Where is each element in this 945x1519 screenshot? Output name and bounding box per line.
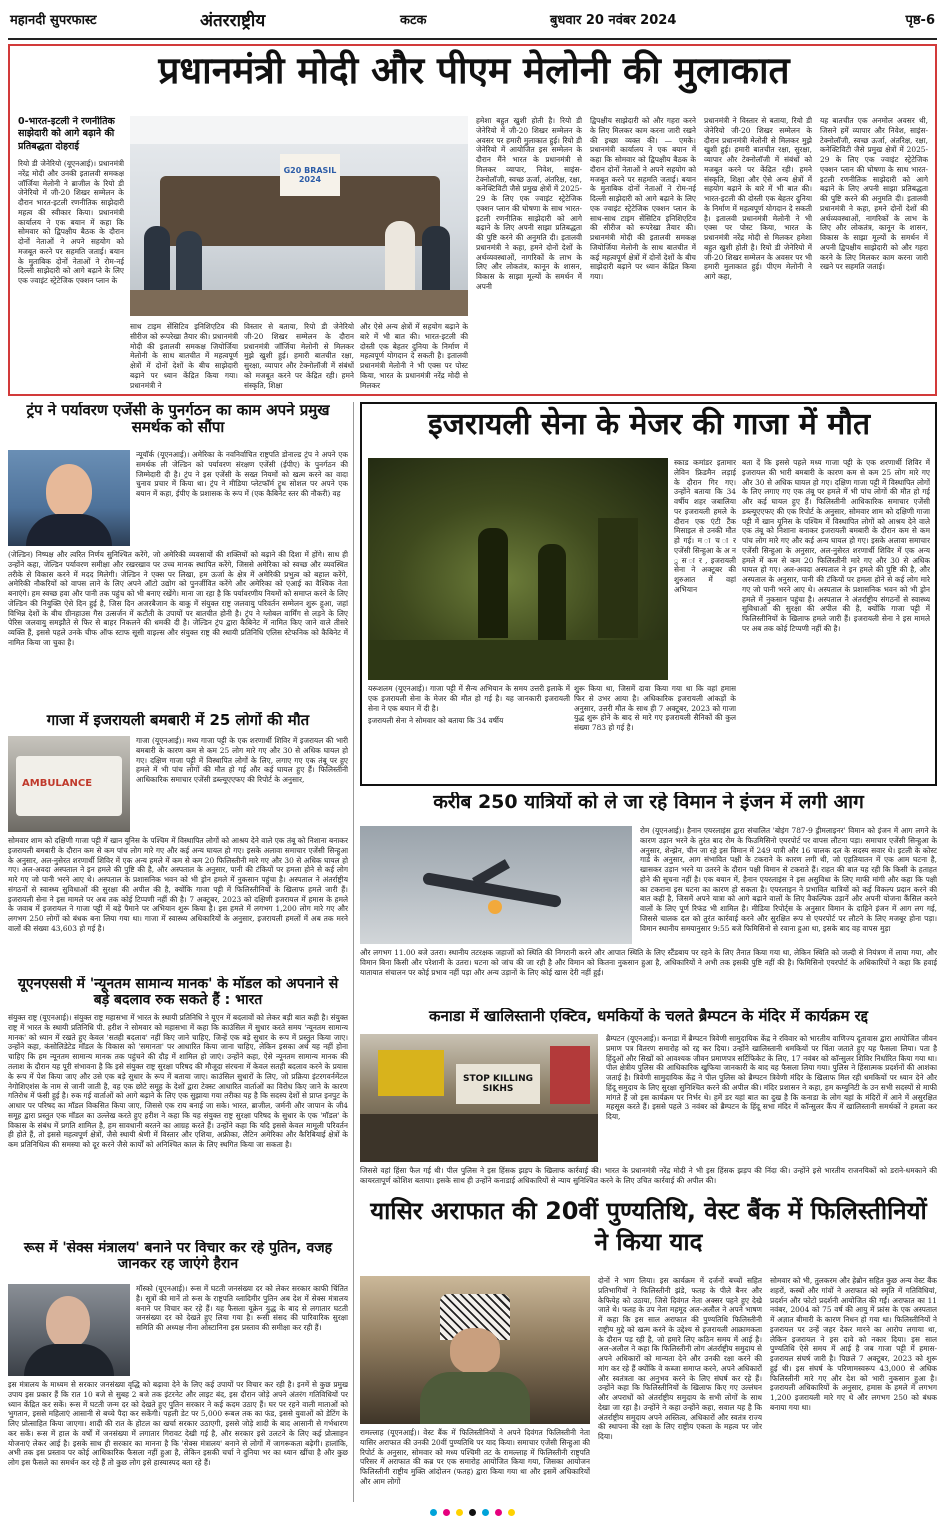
lead-story <box>8 44 937 396</box>
lead-col-2: साथ टाइम सेंसिटिव इनिशिएटिव की सीरीज को रूपरेखा तैयार की। प्रधानमंत्री मोदी की इतालवी समकक्ष जियोर्जिया मेलोनी के साथ बातचीत में महत्वपूर्ण क्षेत्रों में दोनों देशों के बीच साझेदारी बढ़ाने पर ध्यान केंद्रित किया गया। प्रधानमंत्री ने <box>130 322 238 390</box>
edition-city: कटक <box>400 13 427 28</box>
trump-body: (जेल्डिन) निष्पक्ष और त्वरित निर्णय सुनिश्चित करेंगे, जो अमेरिकी व्यवसायों की शक्तियों को बढ़ाने की दिशा में होंगे। साथ ही उन्होंने कहा, जेल्डिन पर्यावरण समीक्षा और रखरखाव पर उच्च मानक स्थापित करेंगे, जिससे अमेरिका को स्वच्छ और व्यवस्थित तरीके से विकास करने में मदद मिलेगी। जेल्डिन ने एक्स पर लिखा, हम ऊर्जा के क्षेत्र में अमेरिकी प्रभुत्व को बहाल करेंगे, अमेरिकी नौकरियों को वापस लाने के लिए अपने ऑटो उद्योग को पुनर्जीवित करेंगे और अमेरिका को एआई का वैश्विक नेता बनाएंगे। हम स्वच्छ हवा और पानी तक पहुंच को भी बनाए रखेंगे। माना जा रहा है कि पर्यावरणीय नियमों को समाप्त करने के लिए जेल्डिन की नियुक्ति ऐसे दिन हुई है, जिस दिन अजरबैजान के बाकू में संयुक्त राष्ट्र जलवायु परिवर्तन सम्मेलन शुरू हुआ, जहां विभिन्न देशों के बीच ग्रीनहाउस गैस उत्सर्जन में कटौती के उपायों पर बातचीत होनी है। ट्रंप ने ग्लोबल वार्मिंग से लड़ने के लिए पेरिस जलवायु समझौते से फिर से बाहर निकलने की धमकी दी है। जेल्डिन ट्रंप द्वारा कैबिनेट में नामित किए जाने वाले तीसरे व्यक्ति हैं, इससे पहले उनके चीफ ऑफ स्टाफ सूसी वाइल्स और संयुक्त राष्ट्र की स्थायी प्रतिनिधि एलिस स्टेफनिक को कैबिनेट में नामित किया जा चुका है। <box>8 550 348 647</box>
arafat-story <box>360 1196 937 1502</box>
canada-body-side: ब्रैम्पटन (यूएनआई)। कनाडा में ब्रैम्पटन त्रिवेणी सामुदायिक केंद्र ने रविवार को भारतीय वाणिज्य दूतावास द्वारा आयोजित जीवन प्रमाण पत्र वितरण समारोह को रद्द कर दिया। उन्होंने खालिस्तानी धमकियों पर चिंता जताते हुए यह फैसला लिया। पता है हिंदुओं और सिखों को आवश्यक जीवन प्रमाणपत्र सर्टिफिकेट के लिए, 17 नवंबर को कॉन्सुलर शिविर निर्धारित किया गया था। पील क्षेत्रीय पुलिस की आधिकारिक खुफिया जानकारी के बाद यह फैसला लिया गया। पुलिस ने हिंसात्मक प्रदर्शनों की आशंका जताई है। त्रिवेणी सामुदायिक केंद्र ने पील पुलिस को ब्रैम्पटन त्रिवेणी मंदिर के खिलाफ मिल रही धमकियों पर ध्यान देने और हिंदू समुदाय के लिए सुरक्षा सुनिश्चित करने की अपील की। मंदिर प्रशासन ने कहा, हम कम्युनिटी के उन सभी सदस्यों से माफी मांगते हैं जो इस कार्यक्रम पर निर्भर थे। हमें डर यहां बात का दुख है कि कनाडा के लोग यहां के मंदिरों में आने में असुरक्षित महसूस करते हैं। इससे पहले 3 नवंबर को ब्रैम्पटन के हिंदू सभा मंदिर में कॉन्सुलर कैंप में खालिस्तानी समर्थकों ने हमला कर दिया, <box>606 1034 937 1122</box>
un-story <box>8 976 348 1238</box>
lead-kicker: 0-भारत-इटली ने रणनीतिक साझेदारी को आगे बढ़ाने की प्रतिबद्धता दोहराई <box>18 116 115 152</box>
trump-body-side: न्यूयॉर्क (यूएनआई)। अमेरिका के नवनिर्वाचित राष्ट्रपति डोनाल्ड ट्रंप ने अपने एक समर्थक ली जेल्डिन को पर्यावरण संरक्षण एजेंसी (ईपीए) के पुनर्गठन की जिम्मेदारी दी है। ट्रंप ने इस एजेंसी के सख्त नियमों को खत्म करने का वादा चुनाव प्रचार में किया था। ट्रंप ने मीडिया प्लेटफॉर्म ट्रूथ सोशल पर अपने एक बयान में कहा, ईपीए के प्रशासक के रूप में (एक कैबिनेट स्तर की नौकरी) वह <box>136 450 348 499</box>
israel-body-right: बता दें कि इससे पहले मध्य गाजा पट्टी के एक शरणार्थी शिविर में इजरायल की भारी बमबारी के कारण कम से कम 25 लोग मारे गए और 30 से अधिक घायल हो गए। दक्षिण गाजा पट्टी में विस्थापित लोगों के लिए लगाए गए एक तंबू पर हमले में भी पांच लोगों की मौत हो गई और कई घायल हुए हैं। फिलिस्तीनी आधिकारिक समाचार एजेंसी डब्ल्यूएएफए की एक रिपोर्ट के अनुसार, सोमवार शाम को दक्षिणी गाजा पट्टी में खान यूनिस के पश्चिम में विस्थापित लोगों को आश्रय देने वाले एक तंबू को निशाना बनाकर इजरायली बमबारी के दौरान कम से कम पांच लोग मारे गए और कई अन्य घायल हो गए। इसके अलावा समाचार एजेंसी सिन्हुआ के अनुसार, अल-नुसेरत शरणार्थी शिविर में एक अन्य हमले में कम से कम 20 फिलिस्तीनी मारे गए और 30 से अधिक घायल हो गए। अल-अवदा अस्पताल ने इन हमले की पुष्टि की है, और अस्पताल के अनुसार, पानी की टंकियों पर हमला होने से कई लोग मारे गए जो पानी भरने आए थे। अस्पताल के प्रशासनिक भवन को भी ड्रोन हमले में नुकसान पहुंचा है। अस्पताल ने अंतर्राष्ट्रीय संगठनों से स्वास्थ्य सुविधाओं की सुरक्षा की अपील की है, क्योंकि गाजा पट्टी में फिलिस्तीनियों के खिलाफ हमले जारी हैं। इजरायली सेना ने इस मामले पर अब तक कोई टिप्पणी नहीं की है। <box>742 458 930 634</box>
canada-story <box>360 1008 937 1192</box>
gaza-strike-body: सोमवार शाम को दक्षिणी गाजा पट्टी में खान यूनिस के पश्चिम में विस्थापित लोगों को आश्रय देने वाले एक तंबू को निशाना बनाकर इजरायली बमबारी के दौरान कम से कम पांच लोग मारे गए और कई अन्य घायल हो गए। इसके अलावा समाचार एजेंसी सिन्हुआ के अनुसार, अल-नुसेरत शरणार्थी शिविर में एक अन्य हमले में कम से कम 20 फिलिस्तीनी मारे गए और 30 से अधिक घायल हो गए। अल-अवदा अस्पताल ने इन हमले की पुष्टि की है, और अस्पताल के अनुसार, पानी की टंकियों पर हमला होने से कई लोग मारे गए जो पानी भरने आए थे। अस्पताल के प्रशासनिक भवन को भी ड्रोन हमले में नुकसान पहुंचा है। अस्पताल ने अंतर्राष्ट्रीय संगठनों से स्वास्थ्य सुविधाओं की सुरक्षा की अपील की है, क्योंकि गाजा पट्टी में फिलिस्तीनियों के खिलाफ हमले जारी हैं। इजरायली सेना ने इस मामले पर अब तक कोई टिप्पणी नहीं की है। 7 अक्टूबर, 2023 को दक्षिणी इजरायल में हमास के हमले के जवाब में इजरायल ने गाजा पट्टी में बड़े पैमाने पर अभियान शुरू किया है। इस हमले में लगभग 1,200 लोग मारे गए और लगभग 250 लोगों को बंधक बना लिया गया था। गाजा में स्वास्थ्य अधिकारियों के अनुसार, इजरायली हमलों में अब तक मरने वालों की संख्या 43,603 हो गई है। <box>8 836 348 933</box>
gaza-strike-body-side: गाजा (यूएनआई)। मध्य गाजा पट्टी के एक शरणार्थी शिविर में इजरायल की भारी बमबारी के कारण कम से कम 25 लोग मारे गए और 30 से अधिक घायल हो गए। दक्षिण गाजा पट्टी में विस्थापित लोगों के लिए, लगाए गए एक तंबू पर हुए हमले में भी पांच लोगों की मौत हो गई और कई घायल हुए हैं। फिलिस्तीनी आधिकारिक समाचार एजेंसी डब्ल्यूएएफए की रिपोर्ट के अनुसार, <box>136 736 348 785</box>
israel-body-narrow: स्काड कमांडर इतामार लेविन फ्रिडमैन लड़ाई के दौरान गिर गए। उन्होंने बताया कि 34 वर्षीय शहर जबालिया पर इजरायली हमले के दौरान एक एंटी टैंक मिसाइल से उनकी मौत हो गई। म ा च ा र एजेंसी सिन्हुआ के अ न ु स ा र , इजरायली सेना ने अक्टूबर की शुरुआत में वहां अभियान <box>674 458 736 594</box>
masthead <box>0 0 945 38</box>
ambulance-photo <box>8 736 130 832</box>
canada-headline: कनाडा में खालिस्तानी एक्टिव, धमकियों के चलते ब्रैम्पटन के मंदिर में कार्यक्रम रद्द <box>428 1008 869 1025</box>
registration-dot <box>482 1509 489 1516</box>
gaza-strike-headline: गाजा में इजरायली बमबारी में 25 लोगों की मौत <box>46 712 310 729</box>
trump-headline: ट्रंप ने पर्यावरण एजेंसी के पुनर्गठन का काम अपने प्रमुख समर्थक को सौंपा <box>26 402 330 437</box>
page-number: पृष्ठ-6 <box>905 13 935 28</box>
putin-body: इस मंत्रालय के माध्यम से सरकार जनसंख्या वृद्धि को बढ़ावा देने के लिए कई उपायों पर विचार कर रही है। इनमें से कुछ प्रमुख उपाय इस प्रकार हैं कि रात 10 बजे से सुबह 2 बजे तक इंटरनेट और लाइट बंद, इस दौरान जोड़े अपने अंतरंग गतिविधियों पर ध्यान केंद्रित कर सकें। रूस में घटती जन्म दर को देखते हुए पुतिन सरकार ने कई कदम उठाए हैं। घर पर रहने वाली माताओं को भुगतान, इससे महिलाएं आसानी से बच्चे पैदा कर सकेंगी। पहली डेट पर 5,000 रूबल तक का फंड, इससे युवाओं को डेटिंग के लिए प्रोत्साहित किया जाएगा। शादी की रात के होटल का खर्चा सरकार उठाएगी, इससे जोड़े शादी के बाद आसानी से गर्भधारण कर सकें। रूस में हाल के वर्षों में जनसंख्या में लगातार गिरावट देखी गई है, और सरकार इसे उलटने के लिए कई प्रोत्साहन योजनाएं लेकर आई है। इसके साथ ही सरकार का मानना है कि 'सेक्स मंत्रालय' बनाने से लोगों में जागरूकता बढ़ेगी। हालांकि, अभी तक इस प्रस्ताव पर कोई आधिकारिक फैसला नहीं हुआ है, लेकिन इसकी चर्चा ने दुनिया भर का ध्यान खींचा है और कुछ लोग इस फैसले का समर्थन कर रहे हैं तो कुछ लोग इसे हास्यास्पद बता रहे हैं। <box>8 1380 348 1468</box>
plane-photo <box>360 826 632 944</box>
trump-story <box>8 402 348 710</box>
lead-col-1 <box>18 116 124 386</box>
putin-headline: रूस में 'सेक्स मंत्रालय' बनाने पर विचार कर रहे पुतिन, वजह जानकर रह जाएंगे हैरान <box>23 1240 333 1273</box>
lead-col-6: द्विपक्षीय साझेदारी को और गहरा करने के लिए मिलकर काम करना जारी रखने की इच्छा व्यक्त की। — एमके। प्रधानमंत्री कार्यालय ने एक बयान में कहा कि सोमवार को द्विपक्षीय बैठक के दौरान दोनों नेताओं ने अपने सहयोग को मजबूत करने पर सहमति जताई। बयान के मुताबिक दोनों नेताओं ने रोम-नई दिल्ली साझेदारी को आगे बढ़ाने के लिए एक ज्वाइंट स्ट्रेटेजिक एक्शन प्लान के साथ-साथ टाइम सेंसिटिव इनिशिएटिव की सीरीज को रूपरेखा तैयार की। प्रधानमंत्री मोदी की इतालवी समकक्ष जियोर्जिया मेलोनी के साथ बातचीत में कई महत्वपूर्ण क्षेत्रों में दोनों देशों के बीच साझेदारी बढ़ाने पर ध्यान केंद्रित किया गया। <box>590 116 696 282</box>
ambulance-label: AMBULANCE <box>22 778 93 789</box>
registration-marks <box>0 1506 945 1518</box>
lead-col-8: यह बातचीत एक अनमोल अवसर थी, जिसने हमें व्यापार और निवेश, साइंस-टेक्नोलॉजी, स्वच्छ ऊर्जा, अंतरिक्ष, रक्षा, कनेक्टिविटी जैसे प्रमुख क्षेत्रों में 2025-29 के लिए एक ज्वाइंट स्ट्रेटेजिक एक्शन प्लान की घोषणा के साथ भारत-इटली रणनीतिक साझेदारी को आगे बढ़ाने के लिए अपनी साझा प्रतिबद्धता की पुष्टि करने की अनुमति दी। इतालवी प्रधानमंत्री ने कहा, हमने दोनों देशों की अर्थव्यवस्थाओं, नागरिकों के लाभ के लिए और लोकतंत्र, कानून के शासन, विकास के साझा मूल्यों के समर्थन में अपनी द्विपक्षीय साझेदारी को और गहरा करने के लिए मिलकर काम करना जारी रखने पर सहमति जताई। <box>820 116 928 272</box>
registration-dot <box>456 1509 463 1516</box>
registration-dot <box>495 1509 502 1516</box>
arafat-body-2: सोमवार को भी, तुलकरम और हेब्रोन सहित कुछ अन्य वेस्ट बैंक शहरों, कस्बों और गांवों ने अराफात को स्मृति में गतिविधियां, प्रदर्शन और फोटो प्रदर्शनी आयोजित की गईं। अराफात का 11 नवंबर, 2004 को 75 वर्ष की आयु में फ्रांस के एक अस्पताल में अज्ञात बीमारी के कारण निधन हो गया था। फिलिस्तीनियों ने इजरायल पर उन्हें जहर देकर मारने का आरोप लगाया था, लेकिन इजरायल ने इस दावे को नकार दिया। इस साल पुण्यतिथि ऐसे समय में आई है जब गाजा पट्टी में हमास-इजरायल संघर्ष जारी है। पिछले 7 अक्टूबर, 2023 को शुरू हुई थी। इस संघर्ष के परिणामस्वरूप 43,000 से अधिक फिलिस्तीनी मारे गए और देश को भारी नुकसान हुआ है। इजरायली अधिकारियों के अनुसार, हमास के हमले में लगभग 1,200 इजरायली मारे गए थे और लगभग 250 को बंधक बनाया गया था। <box>770 1276 937 1412</box>
arafat-body-under: रामल्लाह (यूएनआई)। वेस्ट बैंक में फिलिस्तीनियों ने अपने दिवंगत फिलिस्तीनी नेता यासिर अराफात की उनकी 20वीं पुण्यतिथि पर याद किया। समाचार एजेंसी सिन्हुआ की रिपोर्ट के अनुसार, सोमवार को मध्य पश्चिमी तट के रामल्लाह में फिलिस्तीनी राष्ट्रपति परिसर में अराफात की कब्र पर एक समारोह आयोजित किया गया, जिसका आयोजन फिलिस्तीनी राष्ट्रीय मुक्ति आंदोलन (फतह) द्वारा किया गया था और इसमें अधिकारियों और आम लोगों <box>360 1428 590 1486</box>
arafat-body-1: दोनों ने भाग लिया। इस कार्यक्रम में दर्जनों बच्चों सहित प्रतिभागियों ने फिलिस्तीनी झंडे, फतह के पीले बैनर और केफियेह को उठाया, जिसे दिवंगत नेता अक्सर पहने हुए देखे जाते थे। फतह के उप नेता महमूद अल-अलौल ने अपने भाषण में कहा कि इस साल अराफात की पुण्यतिथि फिलिस्तीनी राष्ट्रीय मुद्दे को खत्म करने के उद्देश्य से इजरायली आक्रामकता के दौरान पड़ रही है, जो हमारे लिए कठिन समय में आई है। अल-अलौल ने कहा कि फिलिस्तीनी लोग अंतर्राष्ट्रीय समुदाय से अपने अधिकारों को मान्यता देने और उनकी रक्षा करने की मांग कर रहे हैं क्योंकि वे कब्जा समाप्त करने, अपने अधिकारों और स्वतंत्रता का अनुभव करने के लिए संघर्ष कर रहे हैं। उन्होंने कहा कि फिलिस्तीनियों के खिलाफ किए गए उल्लंघन और अपराधों को अंतर्राष्ट्रीय समुदाय के सभी लोगों के साथ देखा जा रहा है। उन्होंने ने कहा उन्होंने कहा, सवाल यह है कि अंतर्राष्ट्रीय समुदाय अपने अस्तित्व, अधिकारों और स्वतंत्र राज्य की स्थापना की रक्षा के लिए राष्ट्रीय एकता के महत्व पर जोर दिया। <box>598 1276 762 1442</box>
zeldin-photo <box>8 450 130 546</box>
israel-story <box>360 402 937 786</box>
masthead-rule <box>8 38 937 40</box>
un-body: संयुक्त राष्ट्र (यूएनआई)। संयुक्त राष्ट्र महासभा में भारत के स्थायी प्रतिनिधि ने यूएन में बदलावों को लेकर बड़ी बात कही है। संयुक्त राष्ट्र में भारत के स्थायी प्रतिनिधि पी. हरीश ने सोमवार को महासभा में कहा कि काउंसिल में सुधार करते समय 'न्यूनतम सामान्य मानक' को ध्यान में रखते हुए केवल 'सतही बदलाव' नहीं किए जाने चाहिए, जिन्हें एक बड़े सुधार के रूप में प्रस्तुत किया जाए। उन्होंने कहा, कंसोलिडेटेड मॉडल के विकास को 'समानता' पर आधारित किया जाना चाहिए, लेकिन इसका अर्थ यह नहीं होना चाहिए कि हम न्यूनतम सामान्य मानक तक पहुंचने की दौड़ में शामिल हो जाएं। उन्होंने कहा, ऐसे न्यूनतम सामान्य मानक की तलाश के दौरान यह पूरी संभावना है कि इसे संयुक्त राष्ट्र सुरक्षा परिषद की मौजूदा संरचना में केवल सतही बदलाव करने के प्रयास के रूप में पेश किया जाए और उसे एक बड़े सुधार के रूप में बताया जाए। काउंसिल सुधारों के लिए, जो प्रक्रिया इंटरगवर्नमेंटल नेगोशिएशंस के नाम से जानी जाती है, वह एक छोटे समूह के देशों द्वारा टेक्स्ट आधारित वार्ताओं का विरोध किए जाने के कारण गतिरोध में फंसी हुई है। रुक गई वार्ताओं को आगे बढ़ाने के लिए एक सुझाया गया तरीका यह है कि सदस्य देशों से प्राप्त इनपुट के आधार पर परिषद का मॉडल विकसित किया जाए, जिससे एक राय बनाई जा सके। भारत, ब्राजील, जर्मनी और जापान के जी4 समूह द्वारा प्रस्तुत एक मॉडल का उल्लेख करते हुए हरीश ने कहा कि यह संयुक्त राष्ट्र सुरक्षा परिषद के सुधार के एक 'मॉडल' के विकास के संबंध में प्रगति शामिल है, हम सावधानी बरतने का आग्रह करते हैं। उन्होंने कहा कि यदि इससे केवल मामूली परिवर्तन ही होते हैं, तो इससे महत्वपूर्ण क्षेत्रों, जैसे स्थायी श्रेणी में विस्तार और एशिया, अफ्रीका, लैटिन अमेरिका और कैरिबियाई क्षेत्रों के कम प्रतिनिधित्व की समस्या को दूर करने जैसे कार्यों को अनिश्चित काल के लिए स्थगित किया जा सकता है। <box>8 1013 348 1150</box>
putin-photo <box>8 1284 130 1376</box>
paper-name: महानदी सुपरफास्ट <box>10 13 97 28</box>
lead-photo <box>130 116 468 316</box>
plane-body-side: रोम (यूएनआई)। हैनान एयरलाइंस द्वारा संचालित 'बोइंग 787-9 ड्रीमलाइनर' विमान को इंजन में आग लगने के कारण उड़ान भरने के तुरंत बाद रोम के फिउमिसिनो एयरपोर्ट पर वापस लौटना पड़ा। समाचार एजेंसी सिन्हुआ के अनुसार, शेन्झेन, चीन जा रहे इस विमान में 249 यात्री और 16 चालक दल के सदस्य सवार थे। इटली के कोस्ट गार्ड के अनुसार, आग संभावित पक्षी के टकराने के कारण लगी थी, जो एहतियातन में एक आम घटना है, खासकर उड़ान भरने या उतरने के दौरान पक्षी विमान से टकराते हैं। राहत की बात यह रही कि किसी के हताहत होने की सूचना नहीं है। एक बयान में, हैनान एयरलाइंस ने इस असुविधा के लिए माफी मांगी और कहा कि पक्षी का टकराना इस घटना का कारण हो सकता है। एयरलाइन ने प्रभावित यात्रियों को कई विकल्प प्रदान करने की बात कही है, जिसमें अपने यात्रा को आगे बढ़ाने वालों के लिए वैकल्पिक उड़ानें और अपनी योजना कैंसिल करने वालों के लिए पूर्ण रिफंड भी शामिल है। मीडिया रिपोर्ट्स के अनुसार विमान के दाहिने इंजन में आग लग गई, जिससे चालक दल को तुरंत कार्रवाई करने और सुरक्षित रूप से एयरपोर्ट पर लौटने के लिए मजबूर होना पड़ा। विमान स्थानीय समयानुसार 9:55 बजे फिमिसिनो से रवाना हुआ था, इसके बाद वह वापस मुड़ा <box>640 826 937 933</box>
registration-dot <box>430 1509 437 1516</box>
arafat-photo <box>360 1276 590 1424</box>
un-headline: यूएनएससी में 'न्यूनतम सामान्य मानक' के मॉडल को अपनाने से बड़े बदलाव रुक सकते हैं : भारत <box>17 976 339 1009</box>
israel-caption: यरूशलम (यूएनआई)। गाजा पट्टी में सैन्य अभियान के समय उत्तरी इलाके में एक इजरायली सेना के मेजर की मौत हो गई है। यह जानकारी इजरायली सेना ने एक बयान में दी है। <box>368 684 570 713</box>
lead-col-5: हमेशा बहुत खुशी होती है। रियो डी जेनेरियो में जी-20 शिखर सम्मेलन के अवसर पर हमारी मुलाकात हुई। रियो डी जेनेरियो में आयोजित इस सम्मेलन के दौरान मैंने भारत के प्रधानमंत्री से मिलकर व्यापार, निवेश, साइंस-टेक्नोलॉजी, स्वच्छ ऊर्जा, अंतरिक्ष, रक्षा, कनेक्टिविटी जैसे प्रमुख क्षेत्रों में 2025-29 के लिए एक ज्वाइंट स्ट्रेटेजिक एक्शन प्लान की घोषणा के साथ भारत-इटली रणनीतिक साझेदारी को आगे बढ़ाने के लिए अपनी साझा प्रतिबद्धता की पुष्टि करने की अनुमति दी। इतालवी प्रधानमंत्री ने कहा, हमने दोनों देशों के अर्थव्यवस्थाओं, नागरिकों के लाभ के लिए और लोकतंत्र, कानून के शासन, विकास के साझा मूल्यों के समर्थन में अपनी <box>476 116 582 292</box>
israel-headline: इजरायली सेना के मेजर की गाजा में मौत <box>427 407 871 442</box>
registration-dot <box>443 1509 450 1516</box>
lead-body: रियो डी जेनेरियो (यूएनआई)। प्रधानमंत्री नरेंद्र मोदी और उनकी इतालवी समकक्ष जॉर्जिया मेलोनी ने ब्राजील के रियो डी जेनेरियो में जी-20 शिखर सम्मेलन के दौरान भारत-इटली रणनीतिक साझेदारी महत्व की स्वीकार किया। प्रधानमंत्री कार्यालय ने एक बयान में कहा कि सोमवार को द्विपक्षीय बैठक के दौरान दोनों नेताओं ने अपने सहयोग को मजबूत करने पर सहमति जताई। बयान के मुताबिक दोनों नेताओं ने रोम-नई दिल्ली साझेदारी को आगे बढ़ाने के लिए एक ज्वाइंट स्ट्रेटेजिक एक्शन प्लान के <box>18 159 124 286</box>
putin-story <box>8 1240 348 1502</box>
lead-col-4: और ऐसे अन्य क्षेत्रों में सहयोग बढ़ाने के बारे में भी बात की। भारत-इटली की दोस्ती एक बेहतर दुनिया के निर्माण में महत्वपूर्ण योगदान दे सकती है। इतालवी प्रधानमंत्री मेलोनी ने भी एक्स पर पोस्ट किया, भारत के प्रधानमंत्री नरेंद्र मोदी से मिलकर <box>360 322 468 390</box>
lead-col-7: प्रधानमंत्री ने विस्तार से बताया, रियो डी जेनेरियो जी-20 शिखर सम्मेलन के दौरान प्रधानमंत्री मेलोनी से मिलकर मुझे खुशी हुई। हमारी बातचीत रक्षा, सुरक्षा, व्यापार और टेक्नोलॉजी में संबंधों को मजबूत करने पर केंद्रित रही। हमने संस्कृति, शिक्षा और ऐसे अन्य क्षेत्रों में सहयोग बढ़ाने के बारे में भी बात की। भारत-इटली की दोस्ती एक बेहतर दुनिया के निर्माण में महत्वपूर्ण योगदान दे सकती है। इतालवी प्रधानमंत्री मेलोनी ने भी एक्स पर पोस्ट किया, भारत के प्रधानमंत्री नरेंद्र मोदी से मिलकर हमेशा बहुत खुशी होती है। रियो डी जेनेरियो में जी-20 शिखर सम्मेलन के अवसर पर भी हमारी मुलाकात हुई। पीएम मेलोनी ने आगे कहा, <box>704 116 812 282</box>
plane-body: और लगभग 11.00 बजे उतरा। स्थानीय तटरक्षक जहाजों को स्थिति की निगरानी करने और आपात स्थिति के लिए स्टैंडबाय पर रहने के लिए तैनात किया गया था, लेकिन स्थिति को जल्दी से नियंत्रण में लाया गया, और विमान बिना किसी और परेशानी के उतरा। घटना को जांच की जा रही है और विमान को कितना नुकसान हुआ है, अधिकारियों ने अभी तक इसकी पुष्टि नहीं की है। फिमिसिनो एयरपोर्ट के अधिकारियों ने कहा कि हवाई यातायात संचालन पर कोई प्रभाव नहीं पड़ा और अन्य उड़ानों के लिए कोई खास देरी नहीं हुई। <box>360 948 937 977</box>
protest-photo <box>360 1034 598 1162</box>
putin-body-side: मॉस्को (यूएनआई)। रूस में घटती जनसंख्या दर को लेकर सरकार काफी चिंतित है। सूत्रों की मानें तो रूस के राष्ट्रपति व्लादिमीर पुतिन अब देश में सेक्स मंत्रालय बनाने पर विचार कर रहे हैं। यह फैसला यूक्रेन युद्ध के बाद से लगातार घटती जनसंख्या दर को देखते हुए लिया गया है। रूसी संसद की पारिवारिक सुरक्षा समिति की अध्यक्ष नीना ओस्टानिना इस प्रस्ताव की समीक्षा कर रही हैं। <box>136 1284 348 1333</box>
canada-body: जिससे वहां हिंसा फैल गई थी। पील पुलिस ने इस हिंसक झड़प के खिलाफ कार्रवाई की। भारत के प्रधानमंत्री नरेंद्र मोदी ने भी इस हिंसक झड़प की निंदा की। उन्होंने इसे भारतीय राजनयिकों को डराने-धमकाने की कायरतापूर्ण कोशिश बताया। इसके साथ ही उन्होंने कनाडाई अधिकारियों से न्याय सुनिश्चित करने के लिए उचित कार्रवाई की अपील की। <box>360 1166 937 1185</box>
issue-date: बुधवार 20 नवंबर 2024 <box>550 13 677 28</box>
protest-sign: STOP KILLING SIKHS <box>456 1064 540 1104</box>
g20-logo: G20 BRASIL 2024 <box>280 154 340 196</box>
israel-body-under-right: शुरू किया था, जिसमें दावा किया गया था कि वहां हमास फिर से उभर आया है। अधिकारिक इजरायली आंकड़ों के अनुसार, उत्तरी मौत के साथ ही 7 अक्टूबर, 2023 को गाजा युद्ध शुरू होने के बाद से मारे गए इजरायली सैनिकों की कुल संख्या 783 हो गई है। <box>574 684 736 733</box>
gaza-strike-story <box>8 712 348 974</box>
lead-headline: प्रधानमंत्री मोदी और पीएम मेलोनी की मुलाकात <box>158 49 790 92</box>
arafat-headline: यासिर अराफात की 20वीं पुण्यतिथि, वेस्ट बैंक में फिलिस्तीनियों ने किया याद <box>370 1197 927 1257</box>
registration-dot <box>508 1509 515 1516</box>
plane-headline: करीब 250 यात्रियों को ले जा रहे विमान ने इंजन में लगी आग <box>433 792 864 813</box>
registration-dot <box>469 1509 476 1516</box>
israel-body-under: इजरायली सेना ने सोमवार को बताया कि 34 वर्षीय <box>368 716 504 726</box>
column-divider <box>353 402 354 1502</box>
plane-story <box>360 792 937 1004</box>
lead-col-3: विस्तार से बताया, रियो डी जेनेरियो जी-20 शिखर सम्मेलन के दौरान प्रधानमंत्री जॉर्जिया मेलोनी से मिलकर मुझे खुशी हुई। हमारी बातचीत रक्षा, सुरक्षा, व्यापार और टेक्नोलॉजी में संबंधों को मजबूत करने पर केंद्रित रही। हमने संस्कृति, शिक्षा <box>244 322 354 390</box>
night-vision-photo <box>368 458 668 680</box>
section-name: अंतरराष्ट्रीय <box>200 10 266 31</box>
